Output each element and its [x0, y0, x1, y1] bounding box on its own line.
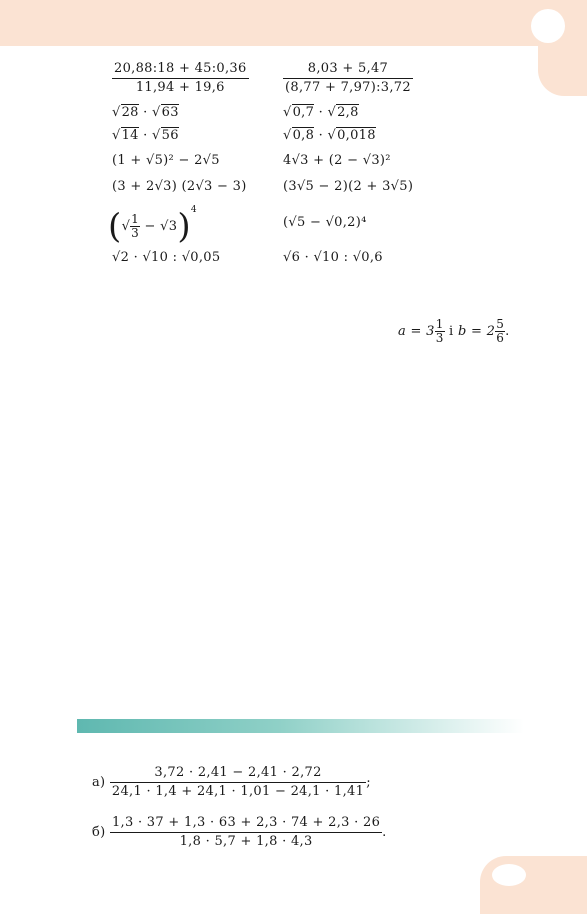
expr-left-3: √14 · √56 [112, 128, 179, 143]
expr-right-2: √0,7 · √2,8 [283, 105, 359, 120]
footer-corner-tab [480, 856, 587, 914]
expr-left-6: (√ $\frac{1}{3}$ − √3)$^4$ [108, 205, 197, 247]
expr-right-4: 4√3 + (2 − √3)² [283, 153, 391, 168]
expr-left-4: (1 + √5)² − 2√5 [112, 153, 220, 168]
expr-left-5: (3 + 2√3) (2√3 − 3) [112, 179, 247, 194]
section-divider [77, 719, 524, 733]
expr-right-3: √0,8 · √0,018 [283, 128, 376, 143]
footer-page-oval [492, 864, 526, 886]
expr-right-5: (3√5 − 2)(2 + 3√5) [283, 179, 414, 194]
task-b: б) $\frac{1,3 \cdot 37 + 1,3 \cdot 63 + 2,3 \cdot 74 + 2,3 \cdot 26}{1,8 \cdot 5,7 + 1,8 \cdot 4,3}$ . [92, 815, 387, 849]
expr-fraction-right: $\frac{8,03 + 5,47}{(8,77 + 7,97):3,72}$ [285, 61, 411, 95]
expr-fraction-left: $\frac{20,88:18 + 45:0,36}{11,94 + 19,6}$ [114, 61, 247, 95]
task-a: а) $\frac{3,72 \cdot 2,41 - 2,41 \cdot 2,72}{24,1 \cdot 1,4 + 24,1 \cdot 1,01 - 24,1 \cdot 1,41}$ ; [92, 765, 371, 799]
expr-right-6: (√5 − √0,2)⁴ [283, 215, 367, 230]
page-number-circle [531, 9, 565, 43]
condition-values: a = 3 $\frac{1}{3}$ і b = 2 $\frac{5}{6}$ . [398, 317, 510, 345]
expr-left-7: √2 · √10 : √0,05 [112, 250, 221, 265]
expr-right-7: √6 · √10 : √0,6 [283, 250, 383, 265]
header-band [0, 0, 587, 46]
expr-left-2: √28 · √63 [112, 105, 179, 120]
